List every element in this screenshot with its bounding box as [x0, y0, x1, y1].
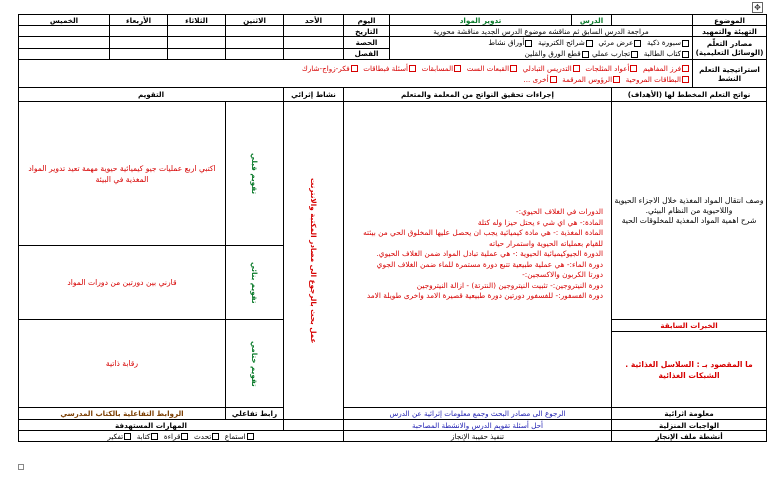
enrich-cell [284, 102, 344, 420]
final-eval-label: تقويم ختامي [250, 340, 259, 387]
intro-row [19, 26, 767, 37]
class-cell-1[interactable] [284, 48, 344, 60]
checkbox-slides[interactable]: شرائح الكترونية [538, 38, 594, 47]
procedure-line: الدورة الجيوكيميائية الحيوية :- هي عملية تبادل المواد ضمن الغلاف الحيوي. [376, 249, 604, 259]
topic-value[interactable] [612, 15, 693, 26]
period-cell-4[interactable] [110, 37, 168, 49]
header-row [19, 15, 767, 26]
blank-cell [284, 420, 344, 431]
checkbox-textbook[interactable]: كتاب الطالبة [644, 49, 690, 58]
final-eval-text: رقابة ذاتية [19, 320, 226, 408]
resources-row-1 [19, 37, 767, 49]
lesson-plan-table [18, 14, 767, 442]
outcome-goal-1: وصف انتقال المواد المغذية خلال الاجزاء الحيوية واللاحيوية من النظام البيئي. [614, 195, 764, 215]
class-cell-4[interactable] [110, 48, 168, 60]
enrich-header: نشاط إثرائي [284, 88, 344, 102]
procedure-line: الدورات في الغلاف الحيوي:- [515, 207, 604, 217]
table-move-handle-icon[interactable]: ✥ [752, 2, 763, 13]
checkbox-smartboard[interactable]: سبورة ذكية [647, 38, 690, 47]
procedures-content [344, 102, 612, 408]
date-cell-2[interactable] [226, 26, 284, 37]
day-wednesday: الأربعاء [110, 15, 168, 26]
outcomes-goals [612, 102, 767, 320]
columns-header-row [19, 88, 767, 102]
day-tuesday: الثلاثاء [168, 15, 226, 26]
intro-label: التهيئة والتمهيد [693, 26, 767, 37]
procedure-line: المادة:- هي اي شي ء يحتل حيزا وله كتلة [477, 217, 604, 227]
procedure-line: المادة المغذية :- هي مادة كيميائية يجب ان يحصل عليها المخلوق الحي من بيئته للقيام بعملياته الحيوية واستمرار حياته [363, 228, 604, 248]
evaluation-header: التقويم [19, 88, 284, 102]
link-label: رابط تفاعلي [226, 408, 284, 420]
intro-text: مراجعة الدرس السابق ثم مناقشه موضوع الدرس الجديد مناقشة محورية [390, 26, 693, 37]
checkbox-fan-cards[interactable]: البطاقات المروحية [626, 75, 690, 84]
mid-eval-text: قارني بين دورتين من دورات المواد [19, 246, 226, 320]
mid-eval-label: تقويم بنائي [250, 261, 259, 304]
checkbox-six-hats[interactable]: القبعات الست [467, 64, 518, 73]
checkbox-think-pair-share[interactable]: فكر-زواج-شارك [302, 64, 359, 73]
day-thursday: الخميس [19, 15, 110, 26]
strategy-list [19, 60, 693, 88]
date-label: التاريخ [344, 26, 390, 37]
homework-text: أحل أسئلة تقويم الدرس والانشطة المصاحبة [344, 420, 612, 431]
day-label: اليوم [344, 15, 390, 26]
strategy-row [19, 60, 767, 88]
portfolio-label: أنشطة ملف الإنجاز [612, 431, 767, 442]
checkbox-thinking[interactable]: تفكير [107, 432, 132, 441]
resources-list [390, 37, 693, 60]
table-resize-handle-icon[interactable] [18, 464, 24, 470]
procedure-line: دورتا الكربون والاكسجين:- [522, 270, 604, 280]
checkbox-competitions[interactable]: المسابقات [422, 64, 463, 73]
portfolio-text: تنفيذ حقيبة الإنجاز [344, 431, 612, 442]
date-cell-5[interactable] [19, 26, 110, 37]
info-label: معلومة اثرائية [612, 408, 767, 420]
skills-label: المهارات المستهدفة [19, 420, 284, 431]
class-label: الفصل [344, 48, 390, 60]
checkbox-worksheets[interactable]: أوراق نشاط [488, 38, 533, 47]
link-text: الروابط التفاعلية بالكتاب المدرسي [19, 408, 226, 420]
checkbox-speaking[interactable]: تحدث [194, 432, 220, 441]
procedure-line: دورة الماء:- هي عملية طبيعية تتبع دورة مستمرة للماء ضمن الغلاف الجوي [376, 259, 604, 269]
subject-value: تدوير المواد [390, 15, 572, 26]
pre-eval-label-cell [226, 102, 284, 246]
outcomes-header: نواتج التعلم المخطط لها (الأهداف) [612, 88, 767, 102]
checkbox-other[interactable]: أخرى ... [523, 75, 557, 84]
date-cell-4[interactable] [110, 26, 168, 37]
period-cell-5[interactable] [19, 37, 110, 49]
checkbox-video[interactable]: عرض مرئي [598, 38, 642, 47]
period-cell-3[interactable] [168, 37, 226, 49]
outcome-goal-2: شرح اهمية المواد المغذية للمخلوقات الحية [621, 215, 757, 225]
checkbox-writing[interactable]: كتابة [137, 432, 160, 441]
resources-label: مصادر التعلّم (الوسائل التعليمية) [693, 37, 767, 60]
checkbox-experiments[interactable]: تجارب عملي [592, 49, 639, 58]
procedure-line: دورة النيتروجين:- تثبيت النيتروجين (النترتة) - ازالة النيتروجين [416, 280, 604, 290]
checkbox-reading[interactable]: قراءة [164, 432, 190, 441]
day-sunday: الأحد [284, 15, 344, 26]
procedures-header: إجراءات تحقيق النواتج من المعلمة والمتعلم [344, 88, 612, 102]
checkbox-reciprocal-teaching[interactable]: التدريس التبادلي [523, 64, 581, 73]
class-cell-2[interactable] [226, 48, 284, 60]
date-cell-1[interactable] [284, 26, 344, 37]
day-monday: الاثنين [226, 15, 284, 26]
class-cell-3[interactable] [168, 48, 226, 60]
pre-eval-label: تقويم قبلي [250, 152, 259, 195]
prior-label: الخبرات السابقة [612, 320, 767, 332]
checkbox-paper-pens[interactable]: قطع الورق والقلين [525, 49, 590, 58]
period-cell-1[interactable] [284, 37, 344, 49]
checkbox-concept-sort[interactable]: فرز المفاهيم [643, 64, 690, 73]
content-row-1 [19, 102, 767, 246]
homework-label: الواجبات المنزلية [612, 420, 767, 431]
period-cell-2[interactable] [226, 37, 284, 49]
period-label: الحصة [344, 37, 390, 49]
final-eval-label-cell [226, 320, 284, 408]
checkbox-listening[interactable]: استماع [225, 432, 255, 441]
topic-label: الموضوع [693, 15, 767, 26]
prior-text: ما المقصود بـ : السلاسل الغذائية . الشبكات الغذائية [612, 332, 767, 408]
enrich-text: عمل بحث بالرجوع الى مصادر المكتبة والانترنت [309, 177, 318, 344]
skills-list [19, 431, 344, 442]
procedure-line: دورة الفسفور:- للفسفور دورتين دورة طبيعية قصيرة الامد واخرى طويلة الامد [366, 291, 604, 301]
footer-row-2 [19, 420, 767, 431]
date-cell-3[interactable] [168, 26, 226, 37]
footer-row-1 [19, 408, 767, 420]
footer-row-3 [19, 431, 767, 442]
lesson-label: الدرس [572, 15, 612, 26]
checkbox-popsicle-sticks[interactable]: أعواد المثلجات [585, 64, 638, 73]
mid-eval-label-cell [226, 246, 284, 320]
info-text: الرجوع الى مصادر البحث وجمع معلومات إثرائية عن الدرس [344, 408, 612, 420]
lesson-plan-page [18, 14, 766, 442]
strategy-label: استراتيجية التعلم النشط [693, 60, 767, 88]
checkbox-question-cards[interactable]: أسئلة فبطاقات [363, 64, 417, 73]
pre-eval-text: اكتبي اربع عمليات جيو كيميائية حيوية مهمة تعيد تدوير المواد المغذية في البيئة [19, 102, 226, 246]
class-cell-5[interactable] [19, 48, 110, 60]
checkbox-numbered-heads[interactable]: الرؤوس المرقمة [562, 75, 621, 84]
